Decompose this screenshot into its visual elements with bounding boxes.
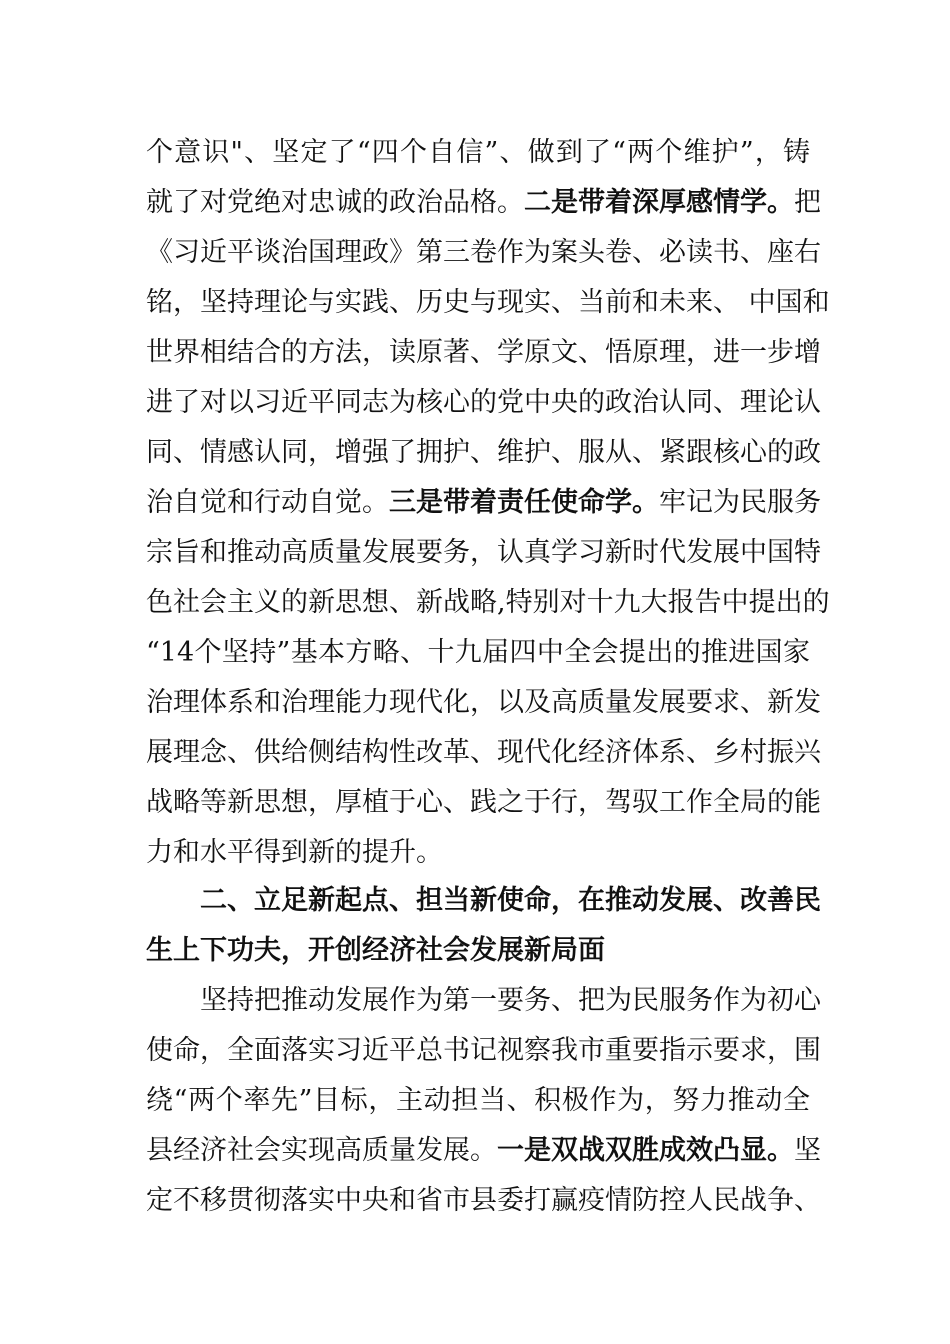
body-text-line: 同、情感认同，增强了拥护、维护、服从、紧跟核心的政	[146, 437, 821, 468]
body-text-line: 定不移贯彻落实中央和省市县委打赢疫情防控人民战争、	[146, 1185, 821, 1216]
body-text-line	[146, 178, 821, 228]
body-text-line: 个意识"、坚定了“四个自信”、做到了“两个维护”，铸	[146, 137, 810, 168]
body-text-line: 《习近平谈治国理政》第三卷作为案头卷、必读书、座右	[146, 237, 821, 268]
section-heading: 生上下功夫，开创经济社会发展新局面	[146, 935, 605, 966]
body-text: 牢记为民服务	[659, 487, 821, 518]
body-text-line: 铭，坚持理论与实践、历史与现实、当前和未来、 中国和	[146, 287, 830, 318]
body-text-line	[146, 478, 821, 528]
body-text: 县经济社会实现高质量发展。	[146, 1135, 497, 1166]
bold-lead-phrase: 三是带着责任使命学。	[389, 487, 659, 518]
body-text-line: 力和水平得到新的提升。	[146, 837, 443, 868]
body-text-line: 宗旨和推动高质量发展要务，认真学习新时代发展中国特	[146, 537, 821, 568]
body-text: 就了对党绝对忠诚的政治品格。	[146, 187, 524, 218]
body-text: 坚	[794, 1135, 821, 1166]
body-text-line: 坚持把推动发展作为第一要务、把为民服务作为初心	[200, 985, 821, 1016]
body-text-line: 绕“两个率先”目标，主动担当、积极作为，努力推动全	[146, 1085, 810, 1116]
body-text-line: 进了对以习近平同志为核心的党中央的政治认同、理论认	[146, 387, 821, 418]
bold-lead-phrase: 二是带着深厚感情学。	[524, 187, 794, 218]
body-text-line: 战略等新思想，厚植于心、践之于行，驾驭工作全局的能	[146, 787, 821, 818]
body-text-line: 使命，全面落实习近平总书记视察我市重要指示要求，围	[146, 1035, 821, 1066]
body-text-line: 展理念、供给侧结构性改革、现代化经济体系、乡村振兴	[146, 737, 821, 768]
body-text: 把	[794, 187, 821, 218]
bold-lead-phrase: 一是双战双胜成效凸显。	[497, 1135, 794, 1166]
body-text-line	[146, 1126, 821, 1176]
section-heading: 二、立足新起点、担当新使命，在推动发展、改善民	[200, 885, 821, 916]
body-text-line: 治理体系和治理能力现代化，以及高质量发展要求、新发	[146, 687, 821, 718]
body-text-line: “14个坚持”基本方略、十九届四中全会提出的推进国家	[146, 637, 810, 668]
body-text-line: 世界相结合的方法，读原著、学原文、悟原理，进一步增	[146, 337, 821, 368]
body-text: 治自觉和行动自觉。	[146, 487, 389, 518]
body-text-line: 色社会主义的新思想、新战略,特别对十九大报告中提出的	[146, 587, 830, 618]
